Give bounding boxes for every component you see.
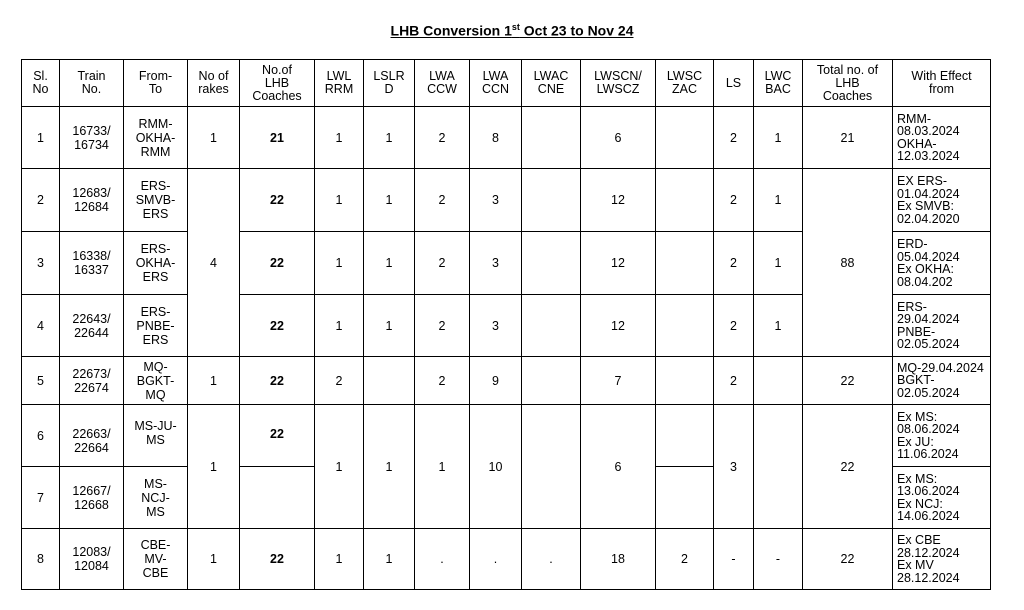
header-no-of-rakes: No of rakes — [188, 60, 240, 107]
cell-sl: 3 — [22, 232, 60, 295]
cell-lhb: 22 — [240, 232, 315, 295]
cell-lwcbac: 1 — [754, 107, 803, 169]
header-train-no: Train No. — [60, 60, 124, 107]
cell-from-to: ERS- OKHA- ERS — [124, 232, 188, 295]
cell-lslrd — [364, 357, 415, 405]
cell-lwsczac — [656, 405, 714, 467]
cell-lwcbac: 1 — [754, 295, 803, 357]
cell-ls: 2 — [714, 107, 754, 169]
cell-lwaccn: 3 — [470, 232, 522, 295]
cell-total: 21 — [803, 107, 893, 169]
cell-rakes: 1 — [188, 357, 240, 405]
cell-sl: 8 — [22, 529, 60, 590]
cell-lwsczac — [656, 467, 714, 529]
table-row — [22, 169, 991, 232]
cell-lwaccn: 9 — [470, 357, 522, 405]
cell-lwaccw: . — [415, 529, 470, 590]
cell-train: 22673/ 22674 — [60, 357, 124, 405]
cell-lslrd: 1 — [364, 529, 415, 590]
cell-sl: 5 — [22, 357, 60, 405]
cell-lwscn: 12 — [581, 169, 656, 232]
header-lhb-coaches: No.of LHB Coaches — [240, 60, 315, 107]
cell-ls: 2 — [714, 357, 754, 405]
cell-train: 16733/ 16734 — [60, 107, 124, 169]
cell-lwscn: 6 — [581, 405, 656, 529]
cell-lwlrrm: 1 — [315, 529, 364, 590]
cell-lwscn: 18 — [581, 529, 656, 590]
cell-rakes: 1 — [188, 107, 240, 169]
cell-train: 12683/ 12684 — [60, 169, 124, 232]
header-ls: LS — [714, 60, 754, 107]
cell-total: 22 — [803, 405, 893, 529]
cell-from-to: CBE- MV- CBE — [124, 529, 188, 590]
cell-lwcbac — [754, 357, 803, 405]
cell-lwaccw: 2 — [415, 295, 470, 357]
cell-lwsczac — [656, 107, 714, 169]
header-lwc-bac: LWC BAC — [754, 60, 803, 107]
cell-lwaccne — [522, 357, 581, 405]
cell-from-to: MS-JU- MS — [124, 405, 188, 467]
cell-lwaccw: 2 — [415, 232, 470, 295]
cell-lwaccne — [522, 232, 581, 295]
cell-lhb: 22 — [240, 405, 315, 467]
cell-ls: 2 — [714, 295, 754, 357]
cell-lwsczac — [656, 357, 714, 405]
cell-ls: 3 — [714, 405, 754, 529]
cell-from-to: ERS- SMVB- ERS — [124, 169, 188, 232]
header-lwa-ccw: LWA CCW — [415, 60, 470, 107]
cell-with-effect-from: EX ERS- 01.04.2024 Ex SMVB: 02.04.2020 — [893, 169, 991, 232]
cell-lslrd: 1 — [364, 232, 415, 295]
table-row — [22, 107, 991, 169]
cell-with-effect-from: ERS- 29.04.2024 PNBE- 02.05.2024 — [893, 295, 991, 357]
header-row — [22, 60, 991, 107]
cell-total: 22 — [803, 357, 893, 405]
cell-lwcbac: 1 — [754, 169, 803, 232]
header-lwsc-zac: LWSC ZAC — [656, 60, 714, 107]
cell-lwaccw: 2 — [415, 169, 470, 232]
cell-lwaccn: 10 — [470, 405, 522, 529]
table-row — [22, 529, 991, 590]
cell-with-effect-from: MQ-29.04.2024 BGKT- 02.05.2024 — [893, 357, 991, 405]
cell-with-effect-from: ERD- 05.04.2024 Ex OKHA: 08.04.202 — [893, 232, 991, 295]
cell-lhb: 22 — [240, 169, 315, 232]
title-text-rest: Oct 23 to Nov 24 — [519, 22, 634, 39]
cell-lwaccn: 3 — [470, 295, 522, 357]
cell-train: 22663/ 22664 — [60, 405, 124, 467]
header-sl-no: Sl. No — [22, 60, 60, 107]
header-total-lhb-coaches: Total no. of LHB Coaches — [803, 60, 893, 107]
cell-with-effect-from: Ex MS: 08.06.2024 Ex JU: 11.06.2024 — [893, 405, 991, 467]
cell-lwlrrm: 1 — [315, 107, 364, 169]
cell-from-to: RMM- OKHA- RMM — [124, 107, 188, 169]
cell-lwaccne — [522, 169, 581, 232]
cell-lwscn: 6 — [581, 107, 656, 169]
cell-lwlrrm: 1 — [315, 405, 364, 529]
cell-ls: - — [714, 529, 754, 590]
header-lwa-ccn: LWA CCN — [470, 60, 522, 107]
cell-with-effect-from: RMM- 08.03.2024 OKHA- 12.03.2024 — [893, 107, 991, 169]
cell-lwaccn: . — [470, 529, 522, 590]
cell-sl: 2 — [22, 169, 60, 232]
cell-ls: 2 — [714, 169, 754, 232]
lhb-conversion-table — [21, 59, 991, 590]
cell-from-to: MQ- BGKT- MQ — [124, 357, 188, 405]
cell-lwlrrm: 1 — [315, 169, 364, 232]
cell-lwaccne: . — [522, 529, 581, 590]
header-with-effect-from: With Effect from — [893, 60, 991, 107]
cell-lwcbac: - — [754, 529, 803, 590]
cell-from-to: MS- NCJ- MS — [124, 467, 188, 529]
cell-lwaccn: 3 — [470, 169, 522, 232]
cell-ls: 2 — [714, 232, 754, 295]
cell-lhb — [240, 467, 315, 529]
title-text: LHB Conversion 1 — [390, 22, 512, 39]
cell-rakes: 1 — [188, 529, 240, 590]
cell-lslrd: 1 — [364, 107, 415, 169]
cell-sl: 7 — [22, 467, 60, 529]
header-lwscn-lwscz: LWSCN/ LWSCZ — [581, 60, 656, 107]
document-title — [0, 22, 1024, 39]
cell-total: 22 — [803, 529, 893, 590]
cell-with-effect-from: Ex MS: 13.06.2024 Ex NCJ: 14.06.2024 — [893, 467, 991, 529]
cell-lwscn: 12 — [581, 232, 656, 295]
cell-train: 22643/ 22644 — [60, 295, 124, 357]
title-superscript: st — [511, 22, 520, 32]
cell-lwsczac — [656, 295, 714, 357]
cell-lhb: 22 — [240, 529, 315, 590]
cell-lhb: 22 — [240, 295, 315, 357]
cell-sl: 4 — [22, 295, 60, 357]
cell-sl: 6 — [22, 405, 60, 467]
header-lwl-rrm: LWL RRM — [315, 60, 364, 107]
cell-train: 12083/ 12084 — [60, 529, 124, 590]
cell-lwaccw: 2 — [415, 107, 470, 169]
cell-lslrd: 1 — [364, 405, 415, 529]
cell-lwscn: 7 — [581, 357, 656, 405]
table-row — [22, 357, 991, 405]
cell-lwaccne — [522, 107, 581, 169]
cell-lwaccw: 2 — [415, 357, 470, 405]
cell-lwaccw: 1 — [415, 405, 470, 529]
header-from-to: From- To — [124, 60, 188, 107]
cell-lwlrrm: 2 — [315, 357, 364, 405]
cell-total: 88 — [803, 169, 893, 357]
cell-train: 16338/ 16337 — [60, 232, 124, 295]
cell-rakes: 4 — [188, 169, 240, 357]
cell-lwsczac: 2 — [656, 529, 714, 590]
header-lwac-cne: LWAC CNE — [522, 60, 581, 107]
cell-lhb: 22 — [240, 357, 315, 405]
cell-sl: 1 — [22, 107, 60, 169]
cell-rakes: 1 — [188, 405, 240, 529]
cell-lwscn: 12 — [581, 295, 656, 357]
cell-lwsczac — [656, 169, 714, 232]
cell-with-effect-from: Ex CBE 28.12.2024 Ex MV 28.12.2024 — [893, 529, 991, 590]
cell-lwsczac — [656, 232, 714, 295]
cell-lwaccn: 8 — [470, 107, 522, 169]
cell-from-to: ERS- PNBE- ERS — [124, 295, 188, 357]
cell-lwcbac: 1 — [754, 232, 803, 295]
cell-train: 12667/ 12668 — [60, 467, 124, 529]
cell-lwaccne — [522, 295, 581, 357]
cell-lwlrrm: 1 — [315, 295, 364, 357]
cell-lslrd: 1 — [364, 295, 415, 357]
cell-lhb: 21 — [240, 107, 315, 169]
cell-lslrd: 1 — [364, 169, 415, 232]
cell-lwcbac — [754, 405, 803, 529]
cell-lwaccne — [522, 405, 581, 529]
header-lslrd: LSLR D — [364, 60, 415, 107]
table-row — [22, 405, 991, 467]
cell-lwlrrm: 1 — [315, 232, 364, 295]
